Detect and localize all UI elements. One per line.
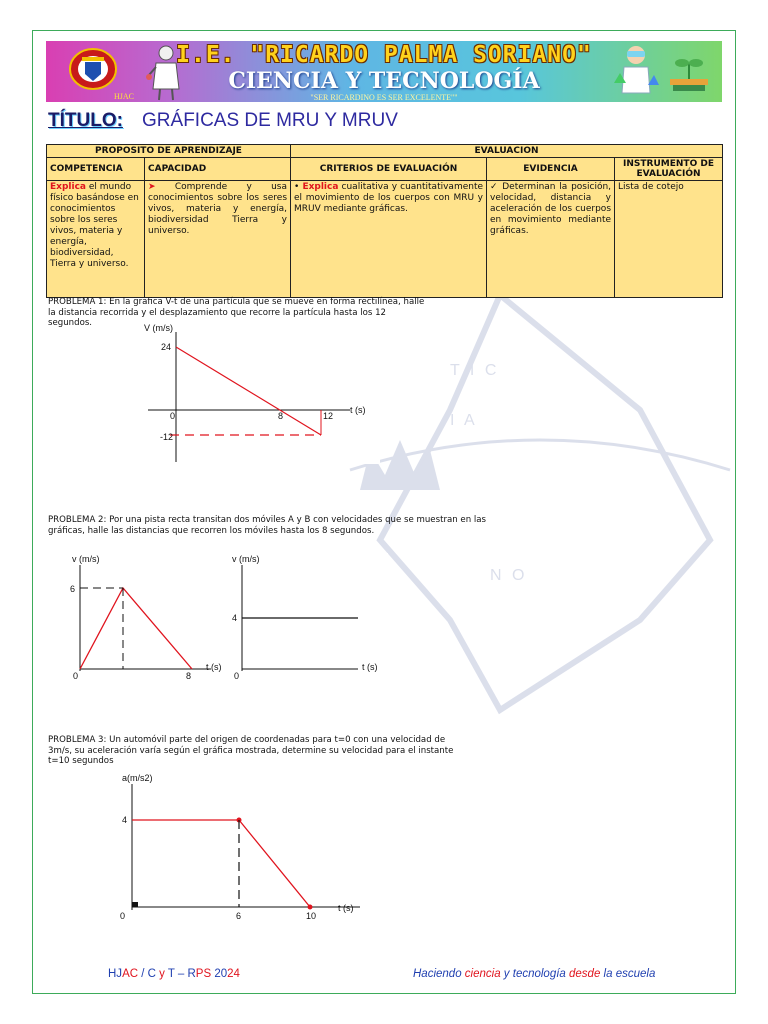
footer-left-part: y xyxy=(159,968,165,980)
criterios-keyword: Explica xyxy=(302,182,339,192)
capacidad-text: Comprende y usa conocimientos sobre los seres vivos, materia y energía, biodiversidad Tierra y universo. xyxy=(148,182,288,236)
p1-x-tick-12: 12 xyxy=(323,411,334,421)
p3-acceleration-line xyxy=(132,820,310,907)
checkmark-bullet-icon: ✓ xyxy=(490,182,503,192)
p1-y-tick-24: 24 xyxy=(161,342,172,352)
column-header-instrumento: INSTRUMENTO DE EVALUACIÓN xyxy=(615,158,723,181)
p2a-y-label: v (m/s) xyxy=(72,554,100,564)
arrow-bullet-icon: ➤ xyxy=(148,182,175,192)
footer-credits xyxy=(108,968,240,980)
cell-evidencia xyxy=(487,181,615,298)
instrumento-text: Lista de cotejo xyxy=(618,182,684,192)
page-title: GRÁFICAS DE MRU Y MRUV xyxy=(142,110,398,131)
footer-left-part: 24 xyxy=(227,968,240,980)
column-header-competencia: COMPETENCIA xyxy=(47,158,145,181)
p2a-x-tick-8: 8 xyxy=(186,671,192,681)
p3-origin-marker xyxy=(132,902,138,907)
p1-velocity-line xyxy=(176,347,321,435)
cell-instrumento xyxy=(615,181,723,298)
footer-right-part: y tecnología xyxy=(500,968,570,980)
watermark-text-2: I A xyxy=(450,412,478,429)
p3-x-label: t (s) xyxy=(338,903,354,913)
p2a-velocity-line xyxy=(80,588,192,669)
p3-y-label: a(m/s2) xyxy=(122,773,153,783)
p2a-y-tick-6: 6 xyxy=(70,584,76,594)
competencia-keyword: Explica xyxy=(50,182,86,192)
title-row xyxy=(48,110,398,136)
footer-left-part: 20 xyxy=(211,968,228,980)
problem-2-graph-b xyxy=(228,553,388,683)
problem-2-graph-a xyxy=(66,553,226,683)
group-header-purpose: PROPOSITO DE APRENDIZAJE xyxy=(47,145,291,158)
p3-x-tick-10: 10 xyxy=(306,911,317,921)
footer-left-part: HJ xyxy=(108,968,123,980)
problem-1-graph xyxy=(140,322,380,464)
header-banner xyxy=(46,41,722,102)
learning-plan-table xyxy=(46,144,723,298)
p2b-y-tick-4: 4 xyxy=(232,613,238,623)
books-plant-icon xyxy=(666,51,712,93)
evidencia-text: Determinan la posición, velocidad, distancia y aceleración de los cuerpos en movimiento mediante gráficas. xyxy=(490,182,612,236)
column-header-criterios: CRITERIOS DE EVALUACIÓN xyxy=(291,158,487,181)
p1-y-label: V (m/s) xyxy=(144,323,173,333)
area-name: CIENCIA Y TECNOLOGÍA xyxy=(228,68,540,94)
chemist-figure-icon xyxy=(612,43,660,101)
school-motto: "SER RICARDINO ES SER EXCELENTE"" xyxy=(310,93,458,102)
footer-left-part: AC xyxy=(122,968,139,980)
problem-1-statement: PROBLEMA 1: En la grafica V-t de una partícula que se mueve en forma rectilínea, halle la distancia recorrida y el desplazamiento que recorre la partícula hasta los 12 segundos. xyxy=(48,297,425,328)
school-name: I.E. "RICARDO PALMA SORIANO" xyxy=(176,42,592,68)
bullet-icon: • xyxy=(294,182,303,192)
footer-right-part: Haciendo xyxy=(413,968,465,980)
p1-x-tick-0: 0 xyxy=(170,411,176,421)
p1-y-tick-neg12: -12 xyxy=(160,432,174,442)
column-header-capacidad: CAPACIDAD xyxy=(145,158,291,181)
cell-capacidad xyxy=(145,181,291,298)
banner-initials: HJAC xyxy=(114,92,135,101)
group-header-evaluation: EVALUACION xyxy=(291,145,723,158)
title-label: TÍTULO: xyxy=(48,110,123,131)
watermark-text-1: T I C xyxy=(450,362,500,379)
criterios-text: cualitativa y cuantitativamente el movimiento de los cuerpos con MRU y MRUV mediante gráficas. xyxy=(294,182,484,214)
p3-x-tick-0: 0 xyxy=(120,911,126,921)
watermark-text-3: N O xyxy=(490,567,528,584)
p2a-x-tick-0: 0 xyxy=(73,671,79,681)
footer-right-part: desde xyxy=(569,968,601,980)
footer-left-part: PS xyxy=(195,968,212,980)
p3-x-tick-6: 6 xyxy=(236,911,242,921)
p2b-y-label: v (m/s) xyxy=(232,554,260,564)
problem-3-statement: PROBLEMA 3: Un automóvil parte del origen de coordenadas para t=0 con una velocidad de 3m/s, su aceleración varía según el gráfica mostrada, determine su velocidad para el instante t=10 segundos xyxy=(48,735,454,766)
p2b-x-label: t (s) xyxy=(362,662,378,672)
competencia-text: el mundo físico basándose en conocimientos sobre los seres vivos, materia y energía, biodiversidad, Tierra y universo. xyxy=(50,182,139,269)
problem-2-statement: PROBLEMA 2: Por una pista recta transitan dos móviles A y B con velocidades que se muestran en las gráficas, halle las distancias que recorren los móviles hasta los 8 segundos. xyxy=(48,515,487,536)
column-header-evidencia: EVIDENCIA xyxy=(487,158,615,181)
footer-slogan xyxy=(413,968,655,980)
footer-left-part: T – R xyxy=(164,968,196,980)
p3-point-10 xyxy=(308,905,313,910)
p1-x-label: t (s) xyxy=(350,405,366,415)
footer-right-part: ciencia xyxy=(464,968,501,980)
school-watermark xyxy=(340,290,740,730)
p3-y-tick-4: 4 xyxy=(122,815,128,825)
problem-3-graph xyxy=(110,772,372,922)
p1-x-tick-8: 8 xyxy=(278,411,284,421)
footer-left-part: / C xyxy=(138,968,160,980)
p2a-x-label: t (s) xyxy=(206,662,222,672)
cell-competencia xyxy=(47,181,145,298)
cell-criterios xyxy=(291,181,487,298)
p2b-x-tick-0: 0 xyxy=(234,671,240,681)
footer-right-part: la escuela xyxy=(600,968,656,980)
